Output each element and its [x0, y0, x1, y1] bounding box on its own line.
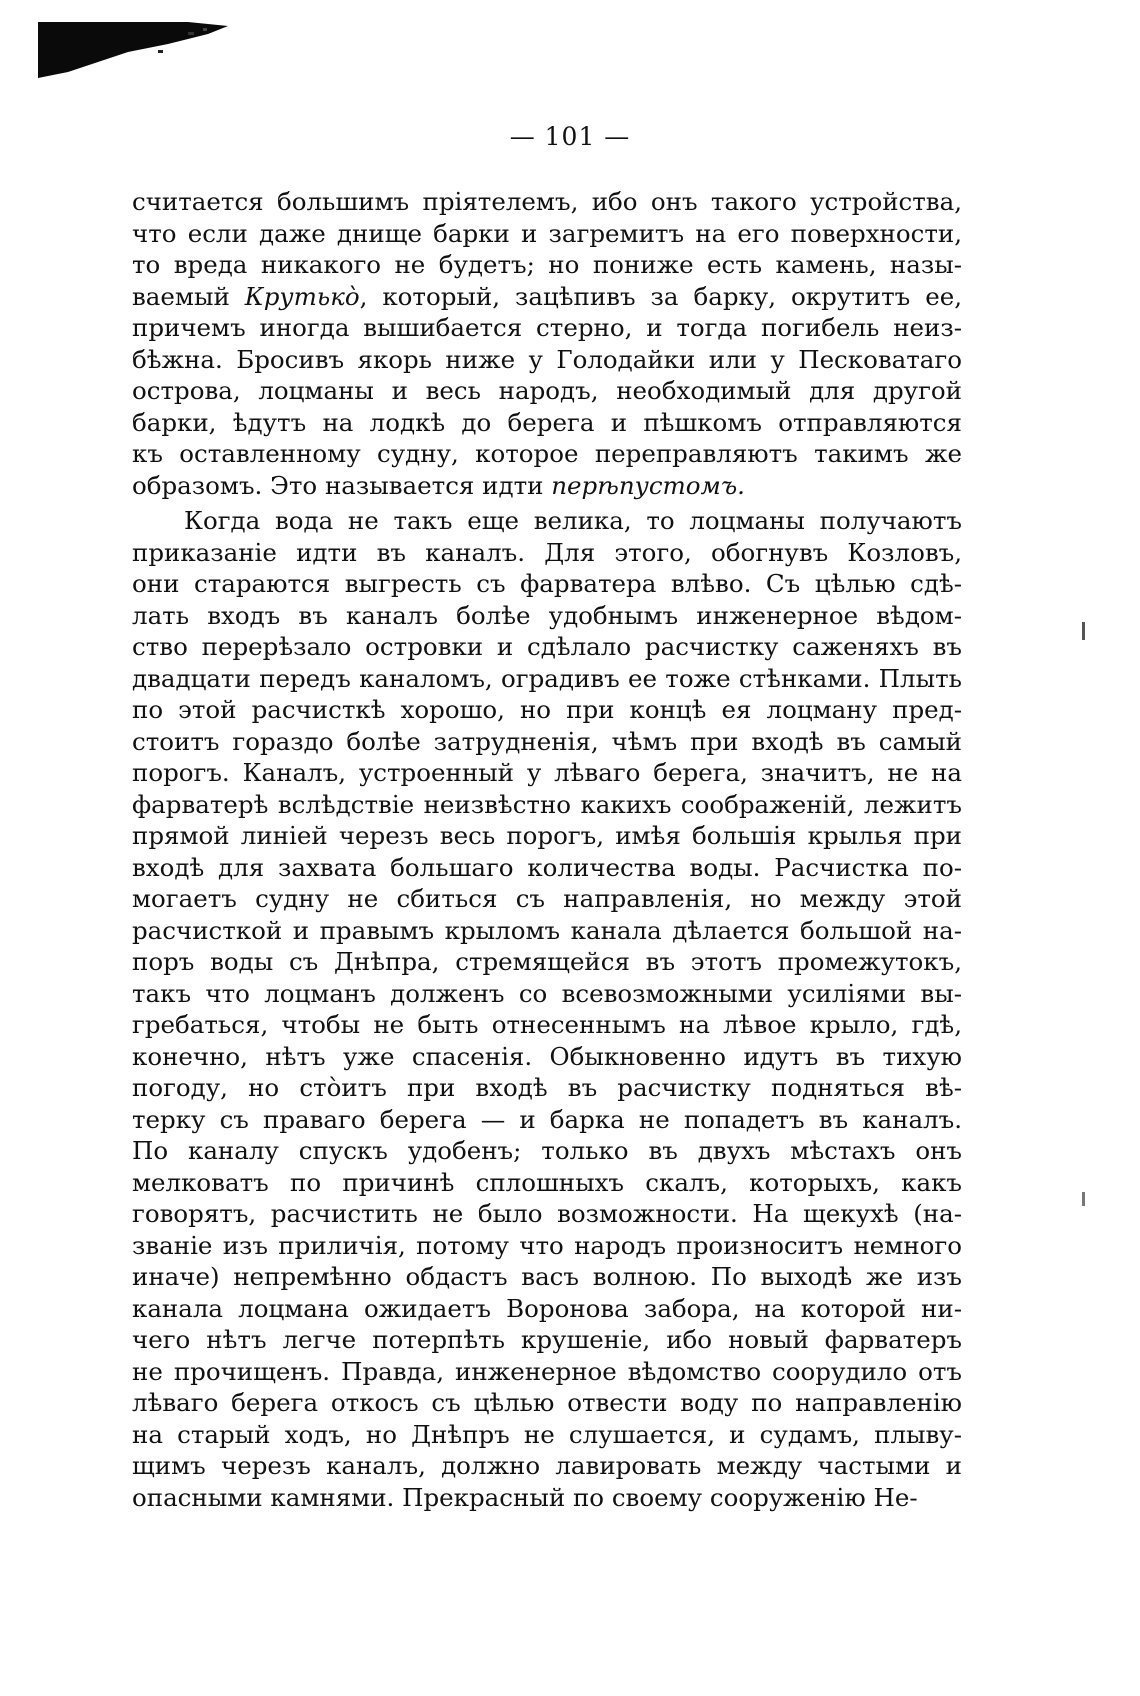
text-line: канала лоцмана ожидаетъ Воронова забора, на которой ни-	[132, 1293, 962, 1323]
text-line: званіе изъ приличія, потому что народъ произноситъ немного	[132, 1230, 962, 1260]
text-line: щимъ черезъ каналъ, должно лавировать между частыми и	[132, 1451, 962, 1480]
scan-corner-mark	[38, 22, 228, 78]
text-line: конечно, нѣтъ уже спасенія. Обыкновенно идутъ въ тихую	[132, 1041, 962, 1071]
text-line: лѣваго берега откосъ съ цѣлью отвести воду по направленію	[132, 1388, 962, 1417]
paragraph	[132, 505, 962, 1513]
text-line: бѣжна. Бросивъ якорь ниже у Голодайки или у Песковатаго	[132, 344, 962, 374]
text-line: прямой линіей черезъ весь порогъ, имѣя большія крылья при	[132, 821, 962, 850]
page-number: — 101 —	[509, 122, 631, 151]
text-line: не прочищенъ. Правда, инженерное вѣдомство соорудило отъ	[132, 1356, 962, 1386]
text-line: расчисткой и правымъ крыломъ канала дѣлается большой на-	[132, 915, 962, 945]
italic-term: перѣпустомъ.	[551, 470, 745, 500]
italic-term: Крутькò	[244, 281, 360, 311]
scan-artifact	[1082, 1192, 1085, 1206]
text-line: причемъ иногда вышибается стерно, и тогда погибель неиз-	[132, 313, 962, 342]
text-line: поръ воды съ Днѣпра, стремящейся въ этотъ промежутокъ,	[132, 947, 962, 976]
text-line: къ оставленному судну, которое переправляютъ такимъ же	[132, 439, 962, 468]
text-line: острова, лоцманы и весь народъ, необходимый для другой	[132, 376, 962, 405]
text-line: они стараются выгресть съ фарватера влѣво. Съ цѣлью сдѣ-	[132, 569, 962, 598]
text-line: фарватерѣ вслѣдствіе неизвѣстно какихъ соображеній, лежитъ	[132, 789, 962, 819]
text-line: Когда вода не такъ еще велика, то лоцманы получаютъ	[184, 506, 962, 535]
text-line: ство перерѣзало островки и сдѣлало расчистку саженяхъ въ	[132, 632, 962, 661]
text-line: что если даже днище барки и загремитъ на его поверхности,	[132, 218, 962, 248]
text-line: По каналу спускъ удобенъ; только въ двухъ мѣстахъ онъ	[132, 1136, 962, 1165]
text-line: на старый ходъ, но Днѣпръ не слушается, и судамъ, плыву-	[132, 1419, 962, 1449]
text-line: ваемый Крутькò, который, зацѣпивъ за барку, окрутитъ ее,	[132, 281, 963, 311]
text-line: иначе) непремѣнно обдастъ васъ волною. По выходѣ же изъ	[132, 1262, 962, 1291]
text-line: двадцати передъ каналомъ, оградивъ ее тоже стѣнками. Плыть	[132, 663, 962, 693]
text-line: образомъ. Это называется идти перѣпустомъ.	[132, 470, 745, 500]
text-line: стоитъ гораздо болѣе затрудненія, чѣмъ при входѣ въ самый	[132, 726, 962, 756]
text-line: входѣ для захвата большаго количества воды. Расчистка по-	[132, 852, 962, 882]
text-line: чего нѣтъ легче потерпѣть крушеніе, ибо новый фарватеръ	[132, 1325, 962, 1354]
text-line: опасными камнями. Прекрасный по своему сооруженію Не-	[132, 1482, 918, 1512]
text-line: приказаніе идти въ каналъ. Для этого, обогнувъ Козловъ,	[132, 537, 962, 567]
scan-artifact	[1082, 622, 1085, 640]
text-line: мелковатъ по причинѣ сплошныхъ скалъ, которыхъ, какъ	[132, 1167, 962, 1197]
body-text	[132, 186, 962, 1513]
text-line: лать входъ въ каналъ болѣе удобнымъ инженерное вѣдом-	[132, 600, 962, 630]
text-line: гребаться, чтобы не быть отнесеннымъ на лѣвое крыло, гдѣ,	[132, 1010, 962, 1039]
text-line: порогъ. Каналъ, устроенный у лѣваго берега, значитъ, не на	[132, 758, 962, 787]
text-line: погоду, но стòитъ при входѣ въ расчистку подняться вѣ-	[132, 1073, 962, 1102]
text-line: терку съ праваго берега — и барка не попадетъ въ каналъ.	[132, 1104, 962, 1134]
text-line: то вреда никакого не будетъ; но пониже есть камень, назы-	[132, 250, 962, 279]
text-line: такъ что лоцманъ долженъ со всевозможными усиліями вы-	[132, 978, 962, 1008]
text-line: считается большимъ пріятелемъ, ибо онъ такого устройства,	[132, 187, 962, 216]
text-line: могаетъ судну не сбиться съ направленія, но между этой	[132, 884, 962, 913]
text-line: говорятъ, расчистить не было возможности. На щекухѣ (на-	[132, 1199, 962, 1228]
text-line: по этой расчисткѣ хорошо, но при концѣ ея лоцману пред-	[132, 695, 962, 724]
paragraph	[132, 186, 962, 501]
text-line: барки, ѣдутъ на лодкѣ до берега и пѣшкомъ отправляются	[132, 407, 962, 437]
